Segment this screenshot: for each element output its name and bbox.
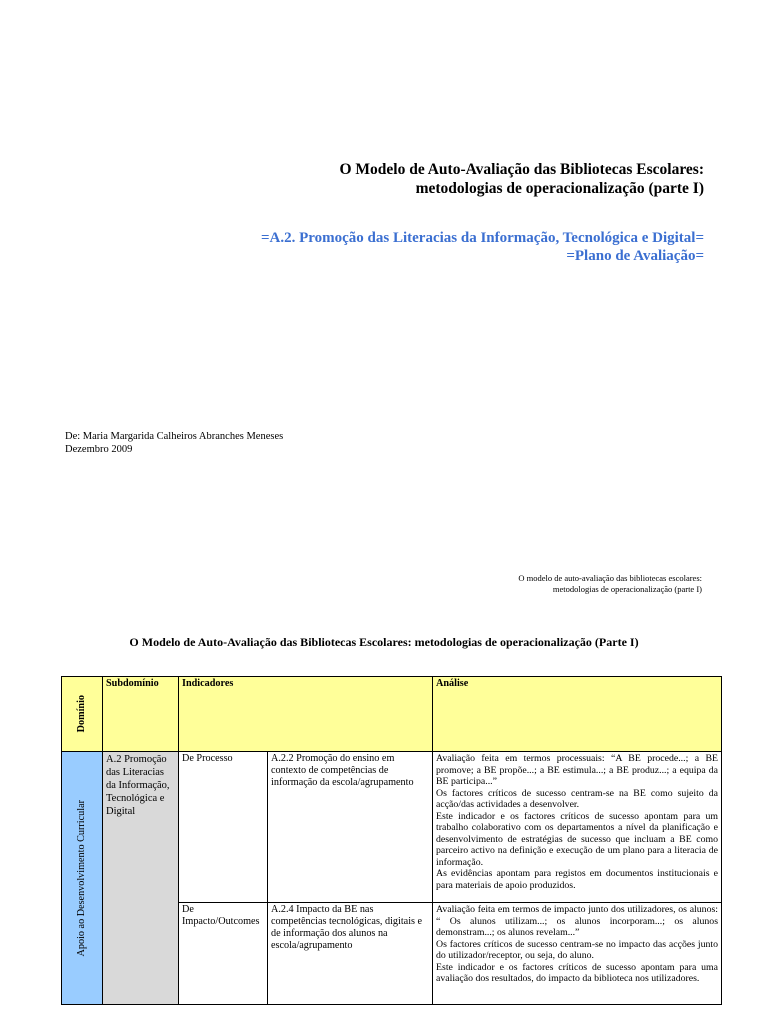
running-header [302, 573, 702, 595]
header-analise: Análise [433, 677, 722, 752]
author-block [65, 430, 283, 456]
dominio-cell [62, 752, 103, 1005]
header-indicadores: Indicadores [179, 677, 433, 752]
analysis-paragraph: Os factores críticos de sucesso centram-se no impacto das acções junto do utilizador/receptor, ou seja, do aluno. [436, 938, 719, 961]
analysis-cell [433, 903, 722, 1005]
analysis-paragraph: As evidências apontam para registos em documentos institucionais e para materiais de apoio produzidos. [436, 868, 719, 891]
subdominio-cell: A.2 Promoção das Literacias da Informação, Tecnológica e Digital [103, 752, 179, 1005]
analysis-cell [433, 752, 722, 903]
indicator-type: De Processo [179, 752, 268, 903]
indicator-text: A.2.2 Promoção do ensino em contexto de competências de informação da escola/agrupamento [268, 752, 433, 903]
evaluation-plan-table [61, 676, 722, 1005]
header-subdominio: Subdomínio [103, 677, 179, 752]
analysis-paragraph: Avaliação feita em termos de impacto junto dos utilizadores, os alunos: “ Os alunos utilizam...; os alunos incorporam...; os alunos demonstram...; os alunos revelam...” [436, 904, 719, 938]
document-date: Dezembro 2009 [65, 444, 133, 455]
document-subtitle [24, 229, 704, 265]
running-header-line-1: O modelo de auto-avaliação das bibliotecas escolares: [518, 573, 702, 583]
table-row [62, 752, 722, 903]
analysis-paragraph: Este indicador e os factores críticos de sucesso apontam para uma avaliação dos resultados, do impacto da biblioteca nos utilizadores. [436, 961, 719, 984]
subtitle-line-2: =Plano de Avaliação= [566, 248, 704, 264]
analysis-paragraph: Avaliação feita em termos processuais: “A BE procede...; a BE promove; a BE propõe...; a BE estimula...; a BE produz...; a equipa da BE participa...” [436, 753, 719, 787]
table-caption: O Modelo de Auto-Avaliação das Bibliotecas Escolares: metodologias de operacionalização (Parte I) [129, 635, 639, 649]
document-title [104, 160, 704, 198]
running-header-line-2: metodologias de operacionalização (parte I) [552, 584, 702, 594]
title-line-2: metodologias de operacionalização (parte I) [415, 180, 704, 197]
subtitle-line-1: =A.2. Promoção das Literacias da Informação, Tecnológica e Digital= [260, 230, 704, 246]
title-line-1: O Modelo de Auto-Avaliação das Bibliotecas Escolares: [339, 161, 704, 178]
header-dominio [62, 677, 103, 752]
indicator-text: A.2.4 Impacto da BE nas competências tecnológicas, digitais e de informação dos alunos na escola/agrupamento [268, 903, 433, 1005]
table-header-row [62, 677, 722, 752]
indicator-type: De Impacto/Outcomes [179, 903, 268, 1005]
dominio-value: Apoio ao Desenvolvimento Curricular [76, 799, 87, 957]
analysis-paragraph: Os factores críticos de sucesso centram-se na BE como sujeito da acção/das actividades a desenvolver. [436, 787, 719, 810]
author-name: De: Maria Margarida Calheiros Abranches Meneses [65, 431, 284, 442]
header-dominio-label: Domínio [76, 695, 87, 733]
analysis-paragraph: Este indicador e os factores críticos de sucesso apontam para um trabalho colaborativo com os departamentos a nível da planificação e desenvolvimento de estratégias de sucesso que incluam a BE como parceiro activo na definição e execução de um plano para a literacia de informação. [436, 810, 719, 868]
